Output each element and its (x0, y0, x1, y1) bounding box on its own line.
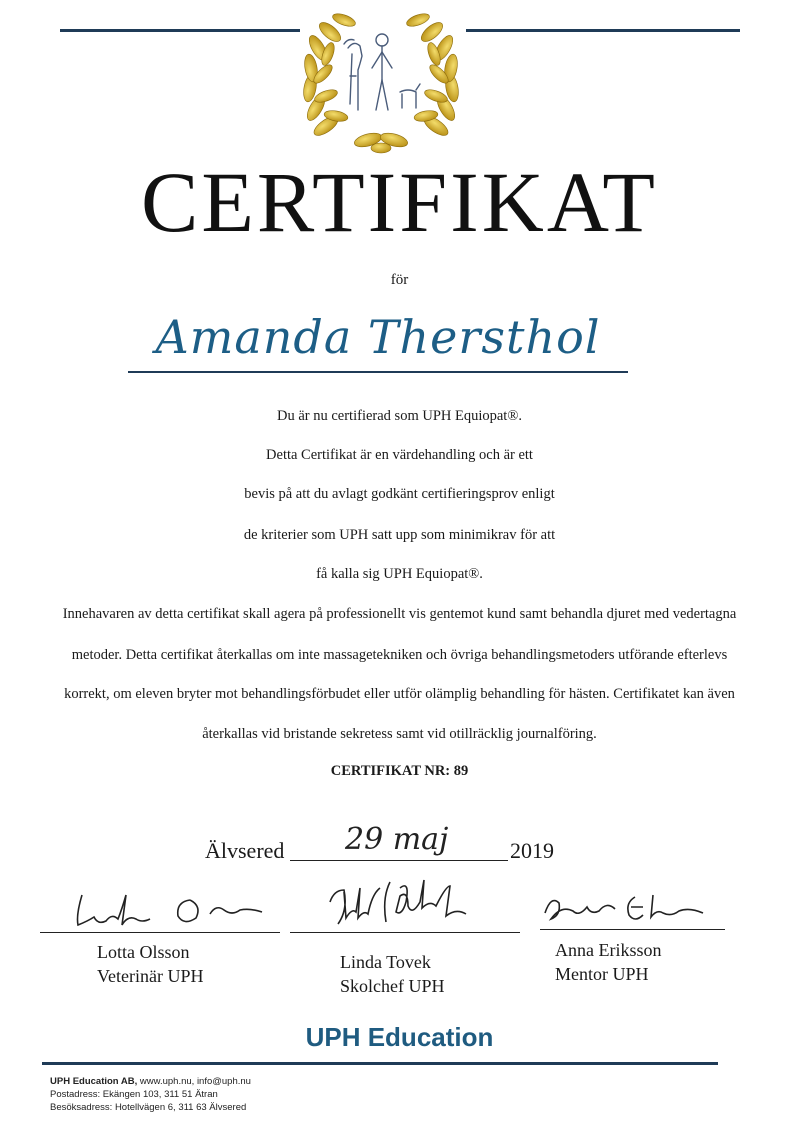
footer (50, 1075, 251, 1114)
footer-visit: Besöksadress: Hotellvägen 6, 311 63 Älvsered (50, 1102, 247, 1113)
paragraph-line: korrekt, om eleven bryter mot behandlingsförbudet eller utför olämplig behandling för hästen. Certifikatet kan även (64, 686, 735, 702)
certificate-title: CERTIFIKAT (141, 154, 658, 250)
signatory-role: Skolchef UPH (340, 976, 445, 996)
signatory-2 (340, 950, 445, 998)
laurel-wreath-emblem-icon (296, 8, 466, 158)
for-label: för (390, 272, 409, 288)
footer-company: UPH Education AB, (50, 1076, 138, 1087)
signatory-name: Linda Tovek (340, 952, 431, 972)
top-rule-left (60, 29, 300, 32)
signatory-3 (555, 938, 662, 986)
signatory-name: Anna Eriksson (555, 940, 662, 960)
signatory-role: Mentor UPH (555, 964, 649, 984)
top-rule-right (466, 29, 740, 32)
signature-line (540, 929, 725, 930)
bottom-rule (42, 1062, 718, 1065)
footer-contact-line (50, 1075, 251, 1088)
body-line: Detta Certifikat är en värdehandling och är ett (266, 447, 533, 463)
place: Älvsered (205, 838, 285, 863)
paragraph-line: Innehavaren av detta certifikat skall agera på professionellt vis gentemot kund samt behandla djuret med vedertagna (62, 606, 737, 622)
footer-postal: Postadress: Ekängen 103, 311 51 Ätran (50, 1089, 218, 1100)
signature-linda-tovek (310, 872, 500, 932)
footer-contact: www.uph.nu, info@uph.nu (137, 1076, 251, 1087)
body-line: Du är nu certifierad som UPH Equiopat®. (277, 408, 522, 424)
signature-line (290, 932, 520, 933)
paragraph-line: metoder. Detta certifikat återkallas om inte massagetekniken och övriga behandlingsmetoders utförande efterlevs (71, 647, 728, 663)
recipient-name: Amanda Thersthol (155, 310, 601, 364)
handwritten-date: 29 maj (345, 822, 449, 857)
date-underline (290, 860, 508, 861)
year: 2019 (510, 838, 554, 863)
signature-line (40, 932, 280, 933)
paragraph-line: återkallas vid bristande sekretess samt vid otillräcklig journalföring. (202, 726, 597, 742)
certificate-number: CERTIFIKAT NR: 89 (330, 763, 469, 779)
recipient-underline (128, 371, 628, 373)
signatory-name: Lotta Olsson (97, 942, 190, 962)
signature-lotta-olsson (60, 880, 280, 935)
signatory-role: Veterinär UPH (97, 966, 204, 986)
signatory-1 (97, 940, 203, 988)
body-line: de kriterier som UPH satt upp som minimikrav för att (243, 527, 556, 543)
organization-name: UPH Education (305, 1022, 494, 1052)
body-line: bevis på att du avlagt godkänt certifieringsprov enligt (244, 486, 555, 502)
body-line: få kalla sig UPH Equiopat®. (316, 566, 483, 582)
signature-anna-eriksson (535, 885, 735, 930)
